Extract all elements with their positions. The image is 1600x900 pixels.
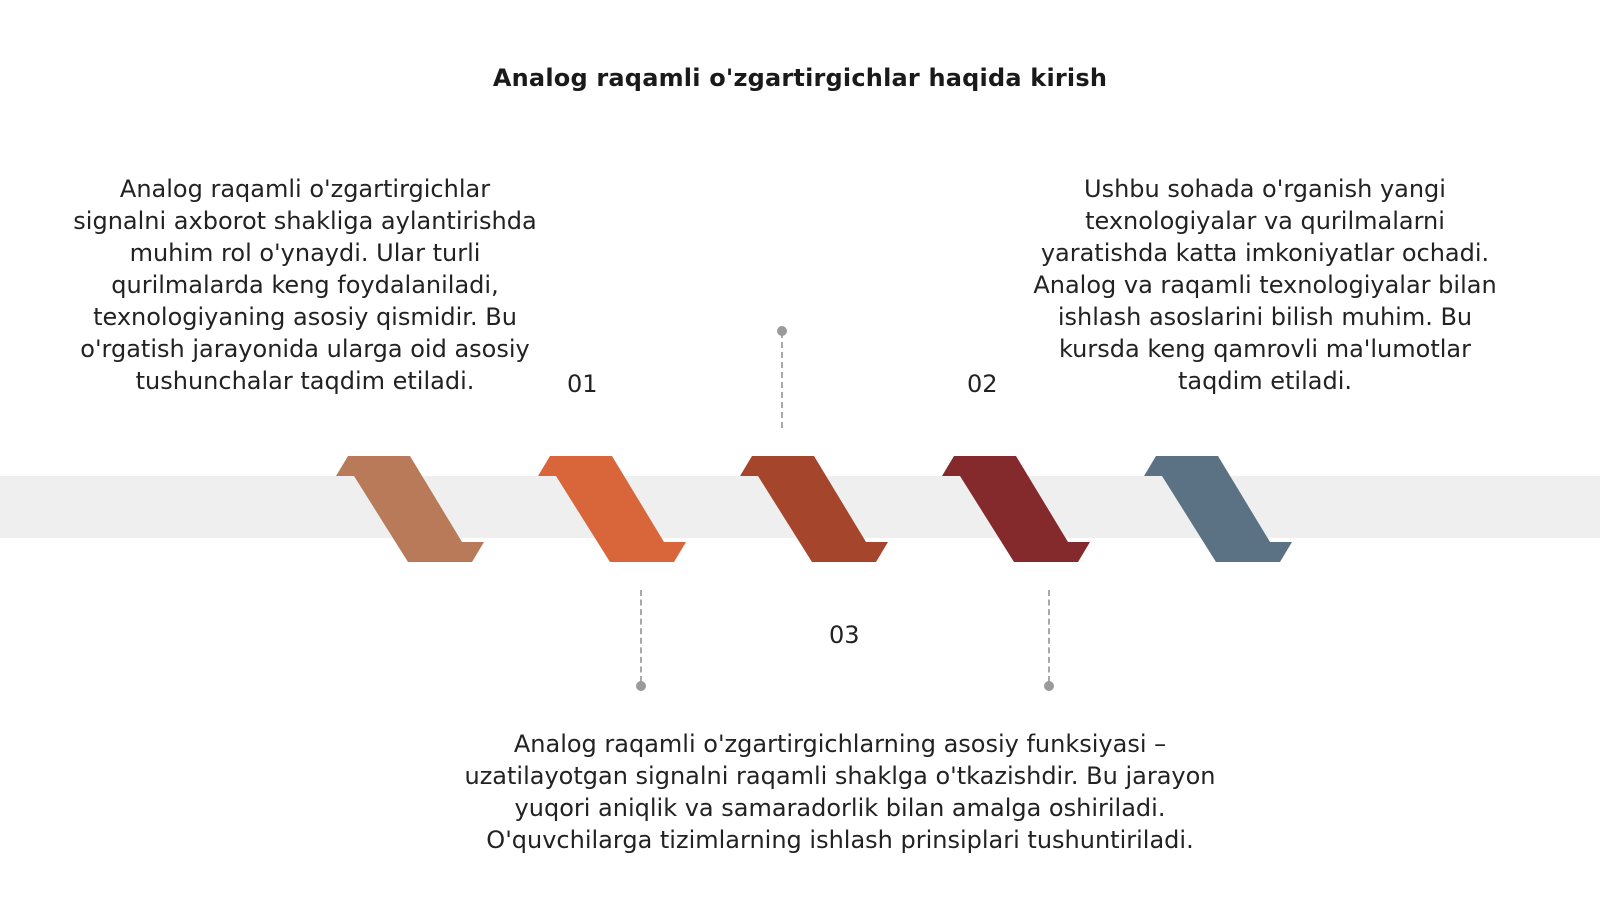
step-3-number: 03 [829,621,860,649]
chevron-3 [740,456,888,562]
connector-line-bottom-right [1048,590,1050,682]
connector-line-top [781,332,783,428]
step-2-number: 02 [967,370,998,398]
connector-dot-top [777,326,787,336]
chevron-2 [538,456,686,562]
step-3-text: Analog raqamli o'zgartirgichlarning asosiy funksiyasi – uzatilayotgan signalni raqamli shaklga o'tkazishdir. Bu jarayon yuqori aniqlik va samaradorlik bilan amalga oshiriladi. O'quvchilarga tizimlarning ishlash prinsiplari tushuntiriladi. [464,730,1216,854]
step-2-text: Ushbu sohada o'rganish yangi texnologiyalar va qurilmalarni yaratishda katta imkoniyatlar ochadi. Analog va raqamli texnologiyalar bilan ishlash asoslarini bilish muhim. Bu kursda keng qamrovli ma'lumotlar taqdim etiladi. [1033,175,1497,395]
page-title: Analog raqamli o'zgartirgichlar haqida kirish [492,64,1108,92]
connector-dot-bottom-right [1044,681,1054,691]
chevron-5 [1144,456,1292,562]
connector-dot-bottom-left [636,681,646,691]
connector-line-bottom-left [640,590,642,682]
step-1-number: 01 [567,370,598,398]
step-1-text: Analog raqamli o'zgartirgichlar signalni axborot shakliga aylantirishda muhim rol o'ynaydi. Ular turli qurilmalarda keng foydalaniladi, texnologiyaning asosiy qismidir. Bu o'rgatish jarayonida ularga oid asosiy tushunchalar taqdim etiladi. [73,175,537,395]
chevron-4 [942,456,1090,562]
chevron-1 [336,456,484,562]
